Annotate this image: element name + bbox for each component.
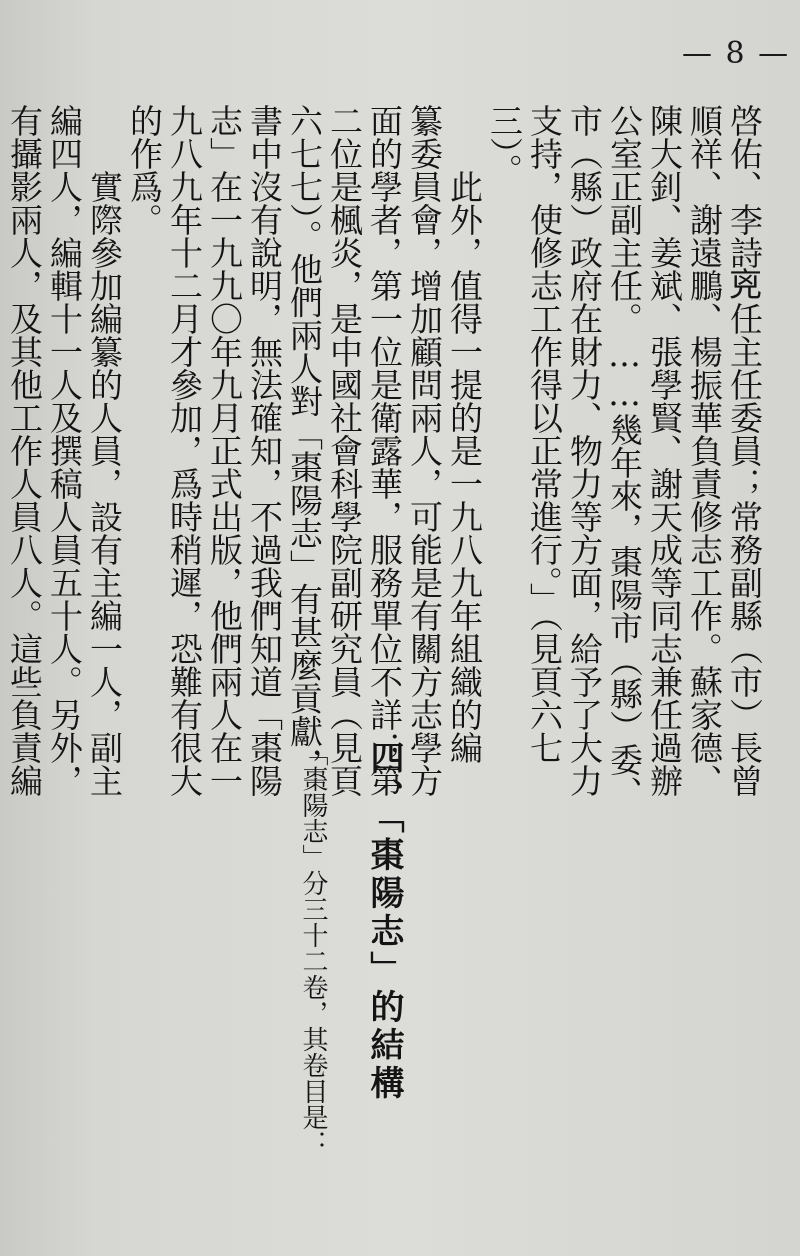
text-column: 志」在一九九〇年九月正式出版，他們兩人在一 [205, 104, 244, 797]
text-column: 九八九年十二月才參加，爲時稍遲，恐難有很大 [165, 104, 204, 797]
text-column: 編四人，編輯十一人及撰稿人員五十人。另外， [45, 104, 84, 797]
text-column: 實際參加編纂的人員，設有主編一人，副主 [85, 104, 124, 797]
text-column: 市（縣）政府在財力、物力等方面，給予了大力 [565, 104, 604, 797]
text-column: 三）。 [485, 104, 524, 187]
text-column: 支持，使修志工作得以正常進行。」（見頁六七 [525, 104, 564, 764]
text-column: 二位是楓炎，是中國社會科學院副研究員（見頁 [325, 104, 364, 797]
text-column: 陳大釗、姜斌、張學賢、謝天成等同志兼任過辦 [645, 104, 684, 797]
text-column: 有攝影兩人，及其他工作人員八人。這些負責編 [5, 104, 44, 797]
section-title: 四、「棗陽志」的結構 [364, 740, 404, 1103]
text-column: 纂委員會，增加顧問兩人，可能是有關方志學方 [405, 104, 444, 797]
text-column: 六七七）。他們兩人對「棗陽志」有甚麼貢獻， [285, 104, 324, 781]
text-column: 順祥、謝遠鵬、楊振華負責修志工作。蘇家德、 [685, 104, 724, 797]
text-column: 啓佑、李詩𠒋任主任委員；常務副縣（市）長曾 [725, 104, 764, 797]
text-column: 書中沒有說明，無法確知，不過我們知道「棗陽 [245, 104, 284, 797]
text-column: 的作爲。 [125, 104, 164, 236]
page-number: — 8 — [682, 36, 791, 71]
text-column: 公室正副主任。……幾年來，棗陽市（縣）委、 [605, 104, 644, 809]
volume-intro: 「棗陽志」分三十二卷，其卷目是： [298, 740, 328, 1156]
text-column: 面的學者，第一位是衛露華，服務單位不詳；第 [365, 104, 404, 797]
text-column: 此外，值得一提的是一九八九年組織的編 [445, 104, 484, 764]
